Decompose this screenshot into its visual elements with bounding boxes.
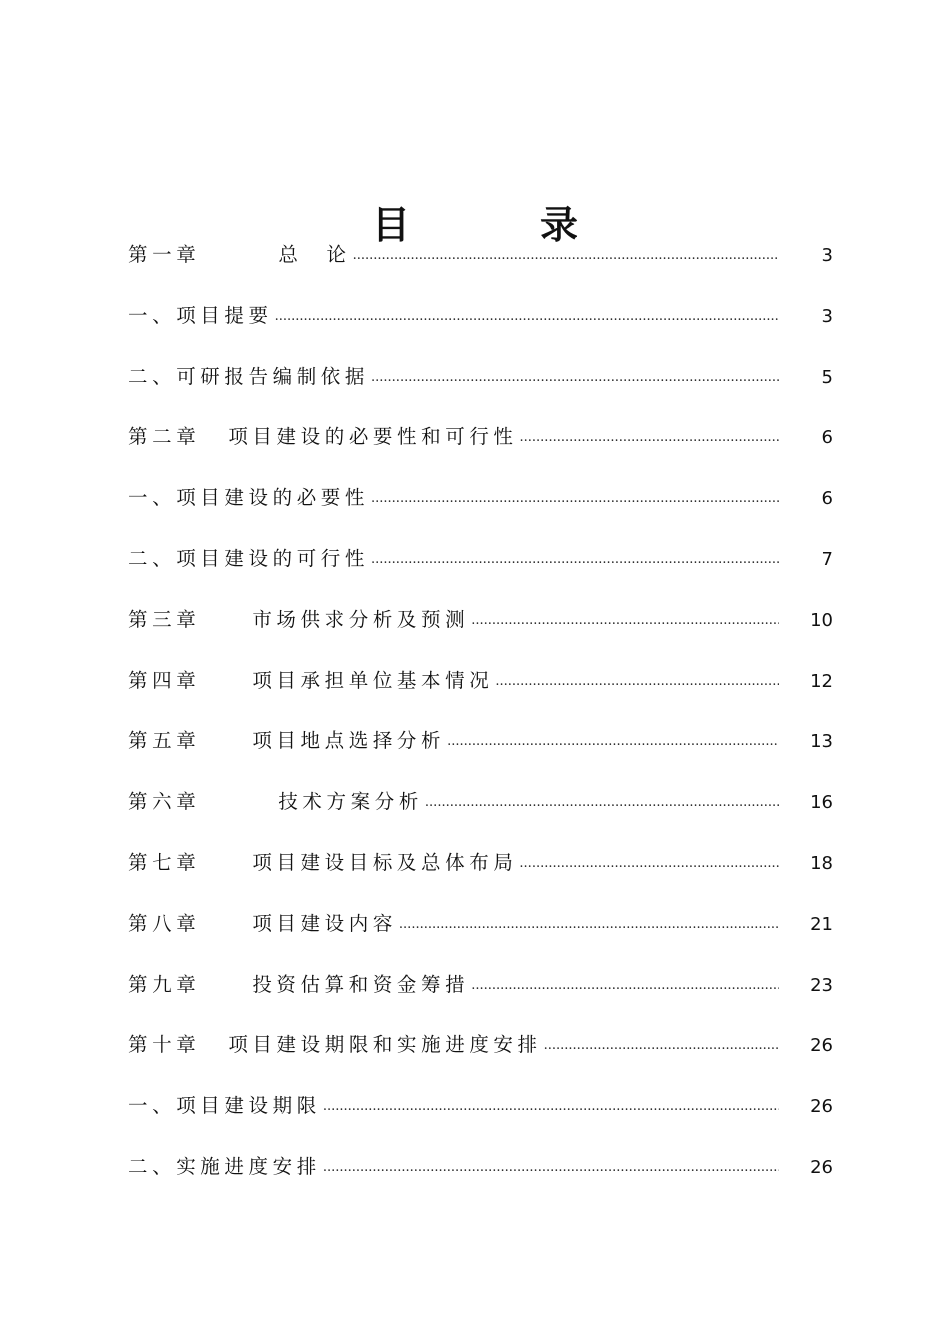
toc-entry-title: 市场供求分析及预测 (252, 607, 470, 631)
toc-entry-label (128, 236, 351, 274)
dot-leader (447, 723, 779, 761)
toc-page-number: 18 (810, 852, 833, 874)
toc-entry-label (128, 722, 445, 760)
toc-entry[interactable] (128, 418, 833, 479)
toc-entry-label (128, 1026, 542, 1064)
toc-page-number: 16 (810, 792, 833, 814)
toc-entry-title: 二、实施进度安排 (128, 1154, 321, 1178)
table-of-contents (128, 236, 833, 1209)
toc-entry-label (128, 358, 369, 396)
toc-entry[interactable] (128, 236, 833, 297)
toc-entry-label (128, 844, 517, 882)
toc-page-number: 3 (821, 245, 833, 266)
toc-entry-label (128, 966, 469, 1004)
toc-entry-title: 投资估算和资金筹措 (252, 972, 470, 996)
toc-page-number: 12 (810, 670, 833, 692)
toc-entry-label (128, 418, 518, 456)
toc-entry-title: 项目地点选择分析 (252, 729, 446, 753)
toc-entry-title: 项目建设期限和实施进度安排 (228, 1033, 542, 1057)
dot-leader (371, 541, 779, 579)
toc-entry[interactable] (128, 358, 833, 419)
dot-leader (471, 602, 779, 640)
chapter-number: 第十章 (128, 1033, 201, 1057)
dot-leader (544, 1027, 779, 1065)
toc-entry-title: 二、可研报告编制依据 (128, 364, 370, 388)
toc-page-number: 26 (810, 1035, 833, 1057)
chapter-number: 第七章 (128, 850, 201, 874)
toc-entry-label (128, 540, 369, 578)
dot-leader (323, 1149, 779, 1187)
page-title: 目 录 (371, 203, 624, 248)
dot-leader (425, 784, 779, 822)
chapter-number: 第二章 (128, 425, 201, 449)
toc-entry-label (128, 662, 493, 700)
toc-entry-label (128, 601, 469, 639)
toc-page-number: 6 (821, 488, 833, 510)
toc-entry-title: 一、项目建设的必要性 (128, 486, 370, 510)
chapter-number: 第九章 (128, 972, 201, 996)
toc-entry-label (128, 479, 369, 517)
chapter-number: 第五章 (128, 729, 201, 753)
toc-entry-title: 一、项目提要 (128, 303, 273, 327)
chapter-number: 第一章 (128, 243, 201, 266)
chapter-number: 第三章 (128, 607, 201, 631)
toc-entry[interactable] (128, 722, 833, 783)
toc-entry-title: 一、项目建设期限 (128, 1094, 321, 1118)
toc-entry-label (128, 905, 397, 943)
toc-page-number: 6 (821, 427, 833, 449)
chapter-number: 第六章 (128, 790, 201, 814)
toc-entry[interactable] (128, 479, 833, 540)
toc-entry-title: 项目建设目标及总体布局 (252, 850, 518, 874)
dot-leader (399, 906, 779, 944)
toc-entry[interactable] (128, 966, 833, 1027)
chapter-number: 第四章 (128, 668, 201, 692)
toc-page-number: 23 (810, 974, 833, 996)
toc-page-number: 5 (821, 366, 833, 388)
toc-entry[interactable] (128, 540, 833, 601)
toc-entry[interactable] (128, 1087, 833, 1148)
toc-entry[interactable] (128, 844, 833, 905)
toc-entry-label (128, 1148, 321, 1186)
toc-page-number: 21 (810, 913, 833, 935)
toc-page-number: 26 (810, 1096, 833, 1118)
toc-page-number: 7 (821, 548, 833, 570)
dot-leader (471, 967, 779, 1005)
dot-leader (371, 359, 779, 397)
toc-entry-title: 二、项目建设的可行性 (128, 546, 370, 570)
toc-entry[interactable] (128, 601, 833, 662)
toc-entry-label (128, 783, 423, 821)
dot-leader (353, 237, 779, 275)
toc-entry[interactable] (128, 783, 833, 844)
toc-entry[interactable] (128, 1026, 833, 1087)
toc-entry[interactable] (128, 297, 833, 358)
dot-leader (519, 845, 779, 883)
toc-entry[interactable] (128, 662, 833, 723)
toc-entry[interactable] (128, 1148, 833, 1209)
toc-page-number: 3 (821, 305, 833, 327)
toc-page-number: 10 (810, 609, 833, 631)
toc-page-number: 26 (810, 1156, 833, 1178)
toc-entry-label (128, 297, 273, 335)
toc-entry-label (128, 1087, 321, 1125)
dot-leader (323, 1088, 779, 1126)
dot-leader (275, 298, 779, 336)
toc-entry[interactable] (128, 905, 833, 966)
chapter-number: 第八章 (128, 911, 201, 935)
toc-entry-title: 项目建设的必要性和可行性 (228, 425, 518, 449)
toc-page-number: 13 (810, 731, 833, 753)
toc-entry-title: 项目承担单位基本情况 (252, 668, 494, 692)
dot-leader (371, 480, 779, 518)
toc-entry-title: 项目建设内容 (252, 911, 397, 935)
toc-entry-title: 总 论 (278, 243, 351, 266)
toc-entry-title: 技术方案分析 (278, 790, 423, 814)
dot-leader (495, 663, 779, 701)
dot-leader (520, 419, 779, 457)
